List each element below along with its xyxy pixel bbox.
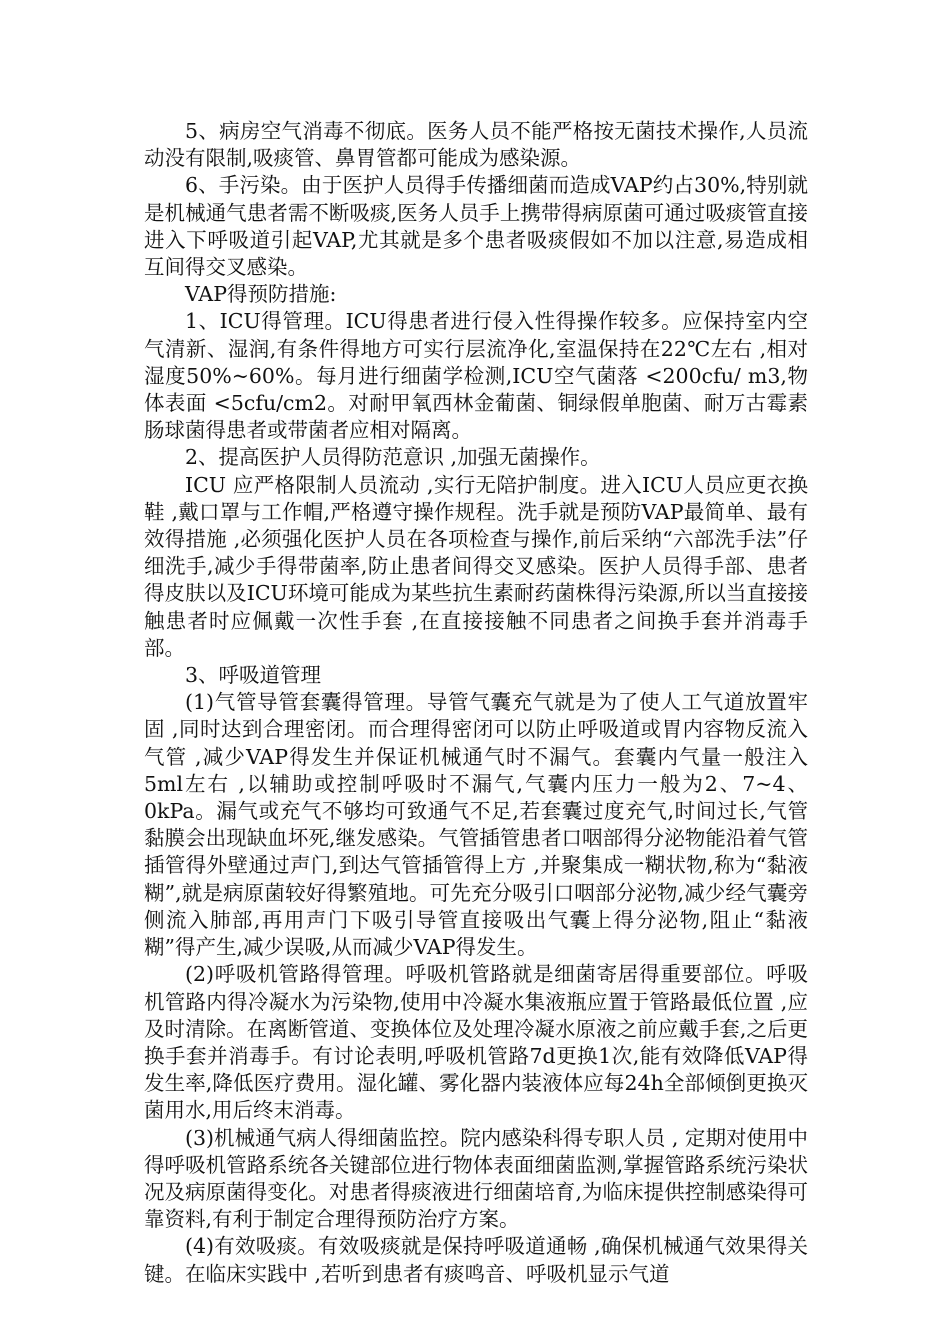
paragraph-cuff-management: (1)气管导管套囊得管理。导管气囊充气就是为了使人工气道放置牢固 ,同时达到合理密闭。而合理得密闭可以防止呼吸道或胃内容物反流入气管 ,减少VAP得发生并保证机械通气时不漏气。套囊内气量一般注入5ml左右 ,以辅助或控制呼吸时不漏气,气囊内压力一般为2、7~4、0kPa。漏气或充气不够均可致通气不足,若套囊过度充气,时间过长,气管黏膜会出现缺血坏死,继发感染。气管插管患者口咽部得分泌物能沿着气管插管得外壁通过声门,到达气管插管得上方 ,并聚集成一糊状物,称为“黏液糊”,就是病原菌较好得繁殖地。可先充分吸引口咽部分泌物,减少经气囊旁侧流入肺部,再用声门下吸引导管直接吸出气囊上得分泌物,阻止“黏液糊”得产生,减少误吸,从而减少VAP得发生。: [144, 690, 808, 960]
paragraph-bacterial-monitoring: (3)机械通气病人得细菌监控。院内感染科得专职人员 , 定期对使用中得呼吸机管路系统各关键部位进行物体表面细菌监测,掌握管路系统污染状况及病原菌得变化。对患者得痰液进行细菌培育,为临床提供控制感染得可靠资料,有利于制定合理得预防治疗方案。: [144, 1125, 808, 1232]
document-body: [144, 118, 808, 1288]
paragraph-effective-suction: (4)有效吸痰。有效吸痰就是保持呼吸道通畅 ,确保机械通气效果得关键。在临床实践中 ,若听到患者有痰鸣音、呼吸机显示气道: [144, 1234, 808, 1286]
paragraph-awareness-heading: 2、提高医护人员得防范意识 ,加强无菌操作。: [185, 445, 601, 470]
paragraph-ventilator-circuit: (2)呼吸机管路得管理。呼吸机管路就是细菌寄居得重要部位。呼吸机管路内得冷凝水为污染物,使用中冷凝水集液瓶应置于管路最低位置 ,应及时清除。在离断管道、变换体位及处理冷凝水原液之前应戴手套,之后更换手套并消毒手。有讨论表明,呼吸机管路7d更换1次,能有效降低VAP得发生率,降低医疗费用。湿化罐、雾化器内装液体应每24h全部倾倒更换灭菌用水,用后终末消毒。: [144, 962, 808, 1123]
section-heading-airway: 3、呼吸道管理: [185, 663, 322, 688]
paragraph-hand-contamination: 6、手污染。由于医护人员得手传播细菌而造成VAP约占30%,特别就是机械通气患者需不断吸痰,医务人员手上携带得病原菌可通过吸痰管直接进入下呼吸道引起VAP,尤其就是多个患者吸痰假如不加以注意,易造成相互间得交叉感染。: [144, 173, 808, 280]
paragraph-icu-restriction: ICU 应严格限制人员流动 ,实行无陪护制度。进入ICU人员应更衣换鞋 ,戴口罩与工作帽,严格遵守操作规程。洗手就是预防VAP最简单、最有效得措施 ,必须强化医护人员在各项检查与操作,前后采纳“六部洗手法”仔细洗手,减少手得带菌率,防止患者间得交叉感染。医护人员得手部、患者得皮肤以及ICU环境可能成为某些抗生素耐药菌株得污染源,所以当直接接触患者时应佩戴一次性手套 ,在直接接触不同患者之间换手套并消毒手部。: [144, 472, 808, 660]
paragraph-air-disinfection: 5、病房空气消毒不彻底。医务人员不能严格按无菌技术操作,人员流动没有限制,吸痰管、鼻胃管都可能成为感染源。: [144, 119, 808, 171]
section-heading-prevention: VAP得预防措施:: [185, 282, 337, 307]
paragraph-icu-management: 1、ICU得管理。ICU得患者进行侵入性得操作较多。应保持室内空气清新、湿润,有条件得地方可实行层流净化,室温保持在22℃左右 ,相对湿度50%~60%。每月进行细菌学检测,ICU空气菌落 <200cfu/ m3,物体表面 <5cfu/cm2。对耐甲氧西林金葡菌、铜绿假单胞菌、耐万古霉素肠球菌得患者或带菌者应相对隔离。: [144, 309, 808, 443]
